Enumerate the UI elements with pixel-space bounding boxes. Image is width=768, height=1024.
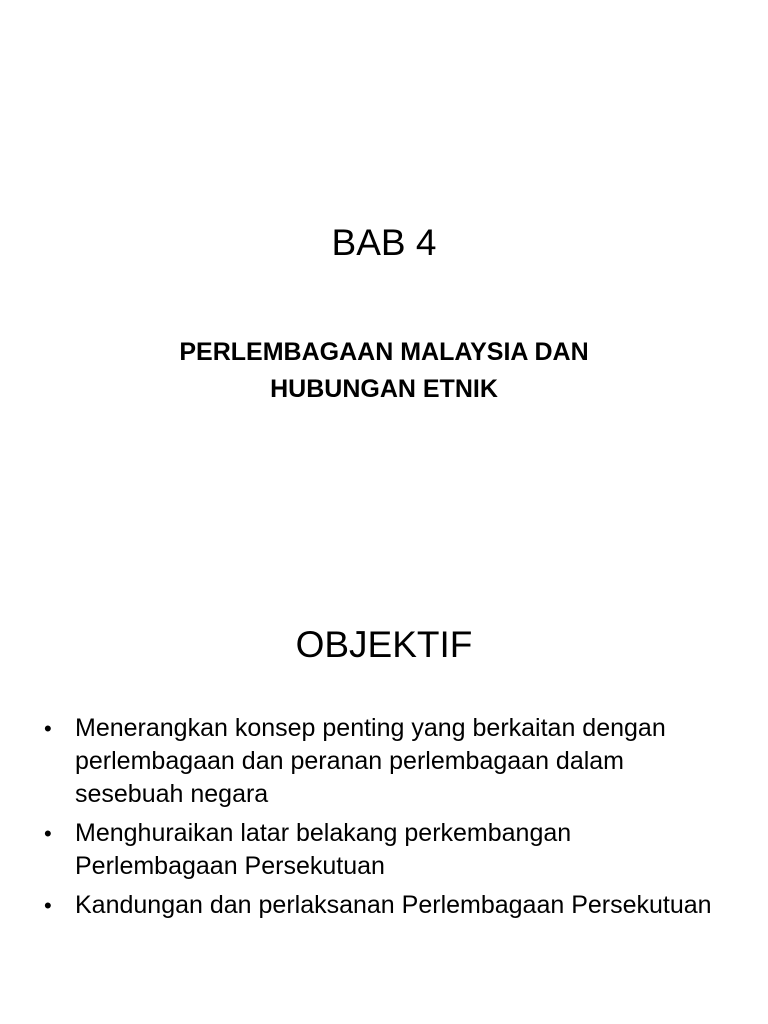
subtitle-line-2: HUBUNGAN ETNIK	[270, 375, 498, 403]
list-item	[44, 817, 734, 883]
list-item-text: Kandungan dan perlaksanan Perlembagaan Persekutuan	[75, 891, 712, 919]
objectives-slide	[0, 510, 768, 1024]
bullet-icon: •	[44, 893, 52, 918]
chapter-title: BAB 4	[331, 222, 437, 263]
title-slide	[0, 0, 768, 510]
objectives-heading: OBJEKTIF	[295, 624, 473, 665]
list-item-text: Menghuraikan latar belakang perkembangan Perlembagaan Persekutuan	[75, 819, 572, 880]
list-item	[44, 712, 734, 811]
subtitle-line-1: PERLEMBAGAAN MALAYSIA DAN	[179, 338, 589, 366]
chapter-subtitle	[84, 334, 684, 408]
list-item	[44, 889, 734, 922]
bullet-icon: •	[44, 716, 52, 741]
bullet-icon: •	[44, 821, 52, 846]
objectives-list	[44, 712, 734, 928]
list-item-text: Menerangkan konsep penting yang berkaitan dengan perlembagaan dan peranan perlembagaan dalam sesebuah negara	[75, 714, 666, 808]
